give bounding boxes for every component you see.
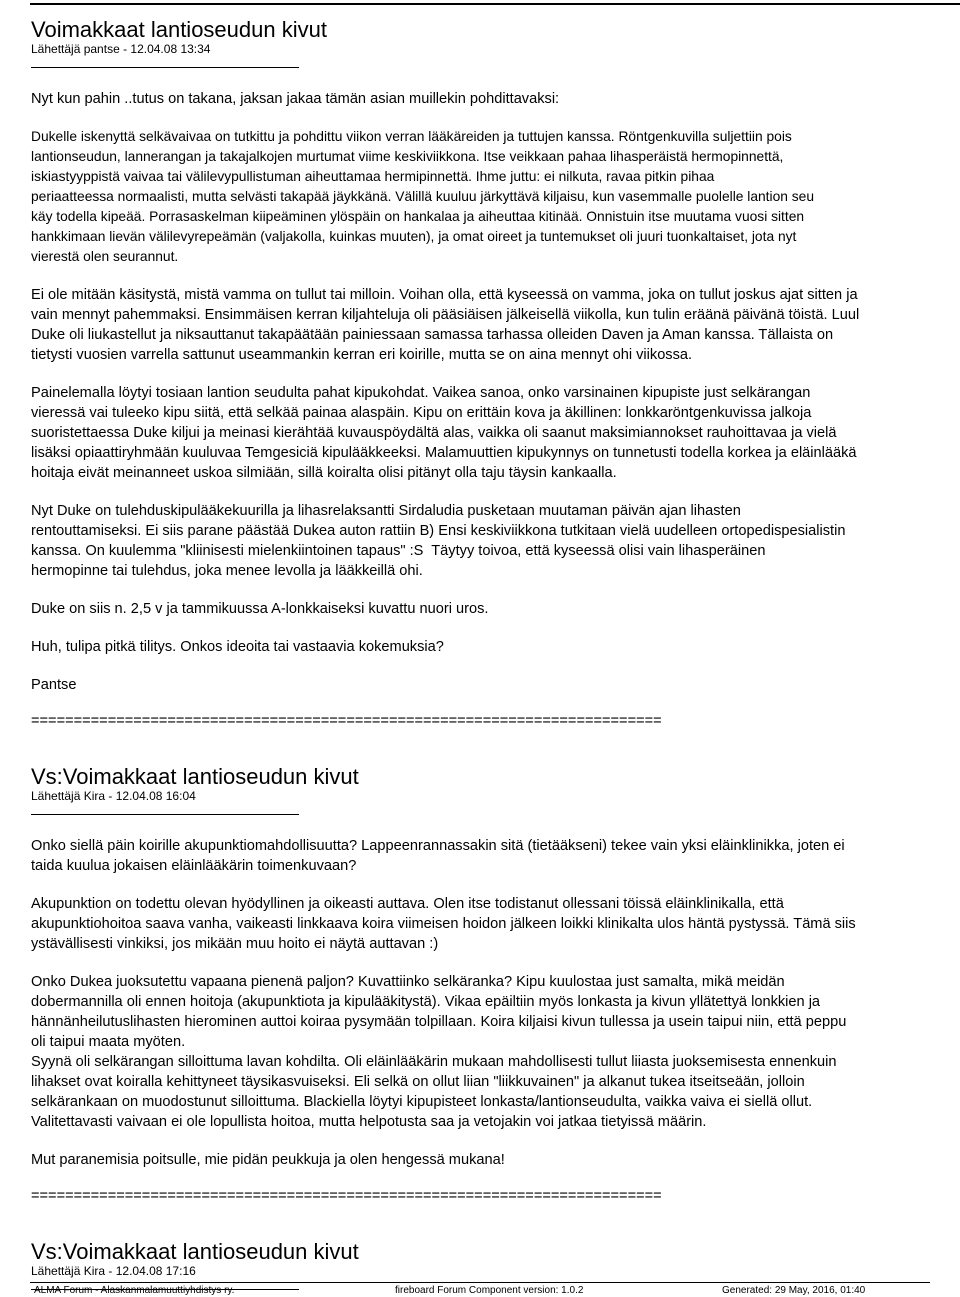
text-line: lihakset ovat koiralla kehittyneet täysikasvuiseksi. Eli selkä on ollut liian "liikkuvainen" ja alkanut tukea itseitseään, jolloin: [31, 1074, 805, 1090]
text-line: vain mennyt pahemmaksi. Ensimmäisen kerran kiljahteluja oli pääsiäisen jälkeisellä viikolla, kun tulin eräänä päivänä töistä. Luul: [31, 307, 860, 323]
text-line: periaatteessa normaalisti, mutta selvästi takapää jäykkänä. Välillä kuuluu järkyttävä kiljaisu, kun vasemmalle puolelle lantion seu: [31, 189, 814, 204]
post-separator: ==========================================================================: [31, 1188, 662, 1204]
text-line: Duke on siis n. 2,5 v ja tammikuussa A-lonkkaiseksi kuvattu nuori uros.: [31, 601, 489, 617]
post-paragraph: [31, 383, 960, 483]
text-line: Akupunktion on todettu olevan hyödyllinen ja oikeasti auttava. Olen itse todistanut ollessani töissä eläinklinikalla, että: [31, 896, 784, 912]
post-title: Vs:Voimakkaat lantioseudun kivut: [31, 1239, 359, 1264]
text-line: akupunktiohoitoa saava vanha, vaikeasti linkkaava koira viimeisen hoidon jälkeen loikki klinikalta ulos häntä pystyssä. Tämä siis: [31, 916, 856, 932]
text-line: Valitettavasti vaivaan ei ole lopullista hoitoa, mutta helpotusta saa ja vetojakin voi jatkaa tietyissä määrin.: [31, 1114, 707, 1130]
post-header-rule: [31, 814, 299, 815]
post-paragraph: [31, 89, 960, 109]
text-line: Onko siellä päin koirille akupunktiomahdollisuutta? Lappeenrannassakin sitä (tietääkseni) tekee vain yksi eläinklinikka, joten ei: [31, 838, 845, 854]
post-meta: Lähettäjä Kira - 12.04.08 17:16: [31, 1264, 196, 1278]
post-paragraph: [31, 501, 960, 581]
footer-generated-date: Generated: 29 May, 2016, 01:40: [722, 1285, 866, 1296]
text-line: lisäksi opiaattiryhmään kuuluvaa Temgesiciä kipulääkkeeksi. Malamuuttien kipukynnys on tunnetusti todella korkea ja eläinlääkä: [31, 445, 857, 461]
text-line: lantionseudun, lannerangan ja takajalkojen murtumat viime keskiviikkona. Itse veikkaan pahaa lihasperäistä hermopinnettä,: [31, 149, 784, 164]
forum-post: [31, 765, 960, 1206]
text-line: dobermannilla oli ennen hoitoja (akupunktiota ja kipulääkitystä). Vikaa epäiltiin myös lonkasta ja kivun yllätettyä lonkkien ja: [31, 994, 821, 1010]
post-paragraph: [31, 1150, 960, 1170]
text-line: selkärankaan on muodostunut silloittuma. Blackiella löytyi kipupisteet lonkasta/lantionseudulta, vaikka vaiva ei siellä ollut.: [31, 1094, 813, 1110]
post-paragraph: [31, 972, 960, 1132]
post-paragraph: [31, 894, 960, 954]
text-line: Syynä oli selkärangan silloittuma lavan kohdilta. Oli eläinlääkärin mukaan mahdollisesti tullut liiasta juoksemisesta ennenkuin: [31, 1054, 837, 1070]
text-line: hännänheilutuslihasten hierominen auttoi koiraa pysymään tolpillaan. Koira kiljaisi kivun tullessa ja usein taipui niin, että peppu: [31, 1014, 847, 1030]
text-line: suoristettaessa Duke kiljui ja meinasi kierähtää kuvauspöydältä alas, vaikka oli saanut maksimiannokset rauhoittavaa ja vielä: [31, 425, 837, 441]
post-meta: Lähettäjä Kira - 12.04.08 16:04: [31, 789, 196, 803]
post-header-rule: [31, 67, 299, 68]
text-line: vierestä olen seurannut.: [31, 249, 179, 264]
text-line: Nyt kun pahin ..tutus on takana, jaksan jakaa tämän asian muillekin pohdittavaksi:: [31, 91, 560, 107]
footer-forum-name: ALMA Forum - Alaskanmalamuuttiyhdistys ry.: [34, 1285, 235, 1296]
text-line: Duke oli liukastellut ja niksauttanut takapäätään painiessaan samassa tarhassa olleiden Daven ja Aman kanssa. Tällaista on: [31, 327, 834, 343]
text-line: rentouttamiseksi. Ei siis parane päästää Dukea auton rattiin B) Ensi keskiviikkona tutkitaan vielä uudelleen ortopedispesialistin: [31, 523, 846, 539]
text-line: hermopinne tai tulehdus, joka menee levolla ja lääkkeillä ohi.: [31, 563, 423, 579]
text-line: iskiastyyppistä vaivaa tai välilevypullistuman aiheuttamaa hermipinnettä. Ihme juttu: ei nilkuta, ravaa pitkin pihaa: [31, 169, 715, 184]
forum-thread: [31, 18, 960, 1290]
text-line: Mut paranemisia poitsulle, mie pidän peukkuja ja olen hengessä mukana!: [31, 1152, 505, 1168]
text-line: Onko Dukea juoksutettu vapaana pienenä paljon? Kuvattiinko selkäranka? Kipu kuulostaa just samalta, mikä meidän: [31, 974, 785, 990]
text-line: käy todella kipeää. Porrasaskelman kiipeäminen ylöspäin on hankalaa ja aiheuttaa kitinää. Onnistuin itse muutama vuosi sitten: [31, 209, 805, 224]
text-line: hankkimaan lievän välilevyrepeämän (valjakolla, kuinkas muuten), ja omat oireet ja tuntemukset oli juuri tuonkaltaiset, jota nyt: [31, 229, 797, 244]
post-title: Voimakkaat lantioseudun kivut: [31, 17, 327, 42]
post-separator: ==========================================================================: [31, 713, 662, 729]
post-paragraph: [31, 127, 960, 267]
text-line: Painelemalla löytyi tosiaan lantion seudulta pahat kipukohdat. Vaikea sanoa, onko varsinainen kipupiste just selkärangan: [31, 385, 811, 401]
post-paragraph: [31, 285, 960, 365]
text-line: Huh, tulipa pitkä tilitys. Onkos ideoita tai vastaavia kokemuksia?: [31, 639, 444, 655]
text-line: Pantse: [31, 677, 77, 693]
text-line: vieressä vai tuleeko kipu siitä, että selkää painaa alaspäin. Kipu on erittäin kova ja äkillinen: lonkkaröntgenkuvissa jalkoja: [31, 405, 812, 421]
text-line: taida kuulua jokaisen eläinlääkärin toimenkuvaan?: [31, 858, 357, 874]
post-paragraph: [31, 836, 960, 876]
post-paragraph: [31, 599, 960, 619]
text-line: ystävällisesti vinkiksi, jos mikään muu hoito ei näytä auttavan :): [31, 936, 439, 952]
post-title: Vs:Voimakkaat lantioseudun kivut: [31, 764, 359, 789]
text-line: Nyt Duke on tulehduskipulääkekuurilla ja lihasrelaksantti Sirdaludia pusketaan muutaman päivän ajan lihasten: [31, 503, 741, 519]
footer-rule: [30, 1282, 930, 1283]
text-line: hoitaja eivät meinanneet uskoa silmiään, sillä koiralta olisi pitänyt olla taju täysin kankaalla.: [31, 465, 617, 481]
post-paragraph: [31, 675, 960, 695]
text-line: Dukelle iskenyttä selkävaivaa on tutkittu ja pohdittu viikon verran lääkäreiden ja tuttujen kanssa. Röntgenkuvilla suljettiin pois: [31, 129, 792, 144]
footer-component-version: fireboard Forum Component version: 1.0.2: [395, 1285, 584, 1296]
text-line: oli taipui maata myöten.: [31, 1034, 186, 1050]
forum-post: [31, 18, 960, 731]
post-meta: Lähettäjä pantse - 12.04.08 13:34: [31, 42, 211, 56]
top-rule: [30, 3, 960, 5]
text-line: tietysti vuosien varrella sattunut useammankin kerran eri koirille, mutta se on aina mennyt ohi viikossa.: [31, 347, 693, 363]
post-paragraph: [31, 637, 960, 657]
text-line: kanssa. On kuulemma "kliinisesti mielenkiintoinen tapaus" :S Täytyy toivoa, että kyseessä olisi vain lihasperäinen: [31, 543, 766, 559]
text-line: Ei ole mitään käsitystä, mistä vamma on tullut tai milloin. Voihan olla, että kyseessä on vamma, joka on tullut joskus ajat sitten ja: [31, 287, 858, 303]
